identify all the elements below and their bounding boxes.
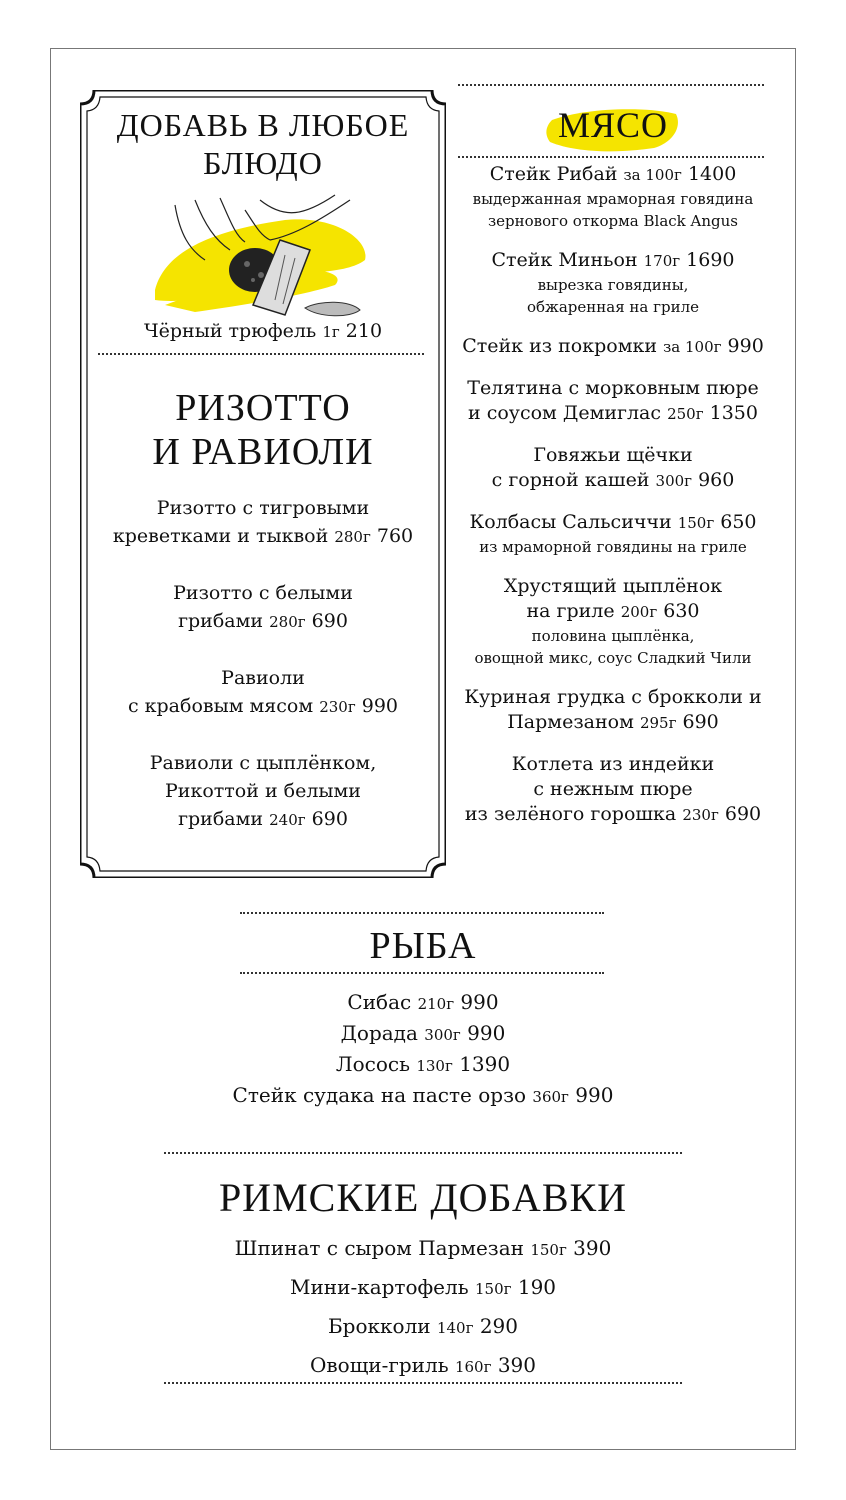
addon-title: ДОБАВЬ В ЛЮБОЕ БЛЮДО (116, 107, 410, 181)
menu-item: Стейк судака на пасте орзо 360г 990 (232, 1083, 614, 1107)
meat-section (458, 80, 768, 844)
menu-item: Мини-картофель 150г 190 (289, 1275, 557, 1299)
meat-list (458, 162, 768, 828)
addon-risotto-box (80, 90, 446, 878)
menu-item: Стейк Рибай за 100г 1400 выдержанная мраморная говядина зернового откорма Black Angus (472, 163, 754, 230)
divider (164, 1152, 682, 1154)
menu-item: Говяжьи щёчки с горной кашей 300г 960 (491, 444, 735, 491)
menu-item: Овощи-гриль 160г 390 (310, 1353, 536, 1377)
divider (98, 353, 424, 355)
menu-item: Хрустящий цыплёнок на гриле 200г 630 половина цыплёнка, овощной микс, соус Сладкий Чили (474, 575, 752, 667)
menu-item: Куриная грудка с брокколи и Пармезаном 295г 690 (464, 686, 762, 733)
menu-item: Шпинат с сыром Пармезан 150г 390 (234, 1236, 612, 1260)
fish-title: РЫБА (369, 925, 477, 967)
menu-item: Брокколи 140г 290 (327, 1314, 519, 1338)
meat-title: МЯСО (458, 100, 768, 150)
menu-item: Стейк из покромки за 100г 990 (462, 335, 764, 357)
truffle-grater-illustration (135, 180, 391, 330)
menu-item: Равиоли с цыплёнком, Рикоттой и белыми грибами 240г 690 (149, 752, 377, 830)
menu-item: Телятина с морковным пюре и соусом Демиглас 250г 1350 (467, 377, 759, 424)
menu-item: Лосось 130г 1390 (335, 1052, 511, 1076)
divider (458, 156, 764, 158)
menu-item: Сибас 210г 990 (347, 990, 499, 1014)
risotto-title: РИЗОТТО И РАВИОЛИ (152, 387, 374, 473)
divider (164, 1382, 682, 1384)
menu-item: Равиоли с крабовым мясом 230г 990 (127, 667, 399, 717)
menu-item: Колбасы Сальсиччи 150г 650 из мраморной говядины на гриле (469, 511, 757, 556)
menu-item: Ризотто с тигровыми креветками и тыквой 280г 760 (112, 497, 414, 547)
risotto-list (90, 494, 436, 862)
menu-item: Дорада 300г 990 (340, 1021, 506, 1045)
roman-title: РИМСКИЕ ДОБАВКИ (218, 1175, 628, 1220)
menu-item: Ризотто с белыми грибами 280г 690 (173, 582, 353, 632)
truffle-item: Чёрный трюфель 1г 210 (143, 320, 383, 342)
divider (240, 912, 604, 914)
fish-list (0, 988, 846, 1112)
menu-item: Стейк Миньон 170г 1690 вырезка говядины, обжаренная на гриле (491, 249, 735, 316)
menu-item: Котлета из индейки с нежным пюре из зелёного горошка 230г 690 (464, 753, 762, 825)
divider (240, 972, 604, 974)
roman-list (0, 1230, 846, 1386)
divider (458, 84, 764, 86)
